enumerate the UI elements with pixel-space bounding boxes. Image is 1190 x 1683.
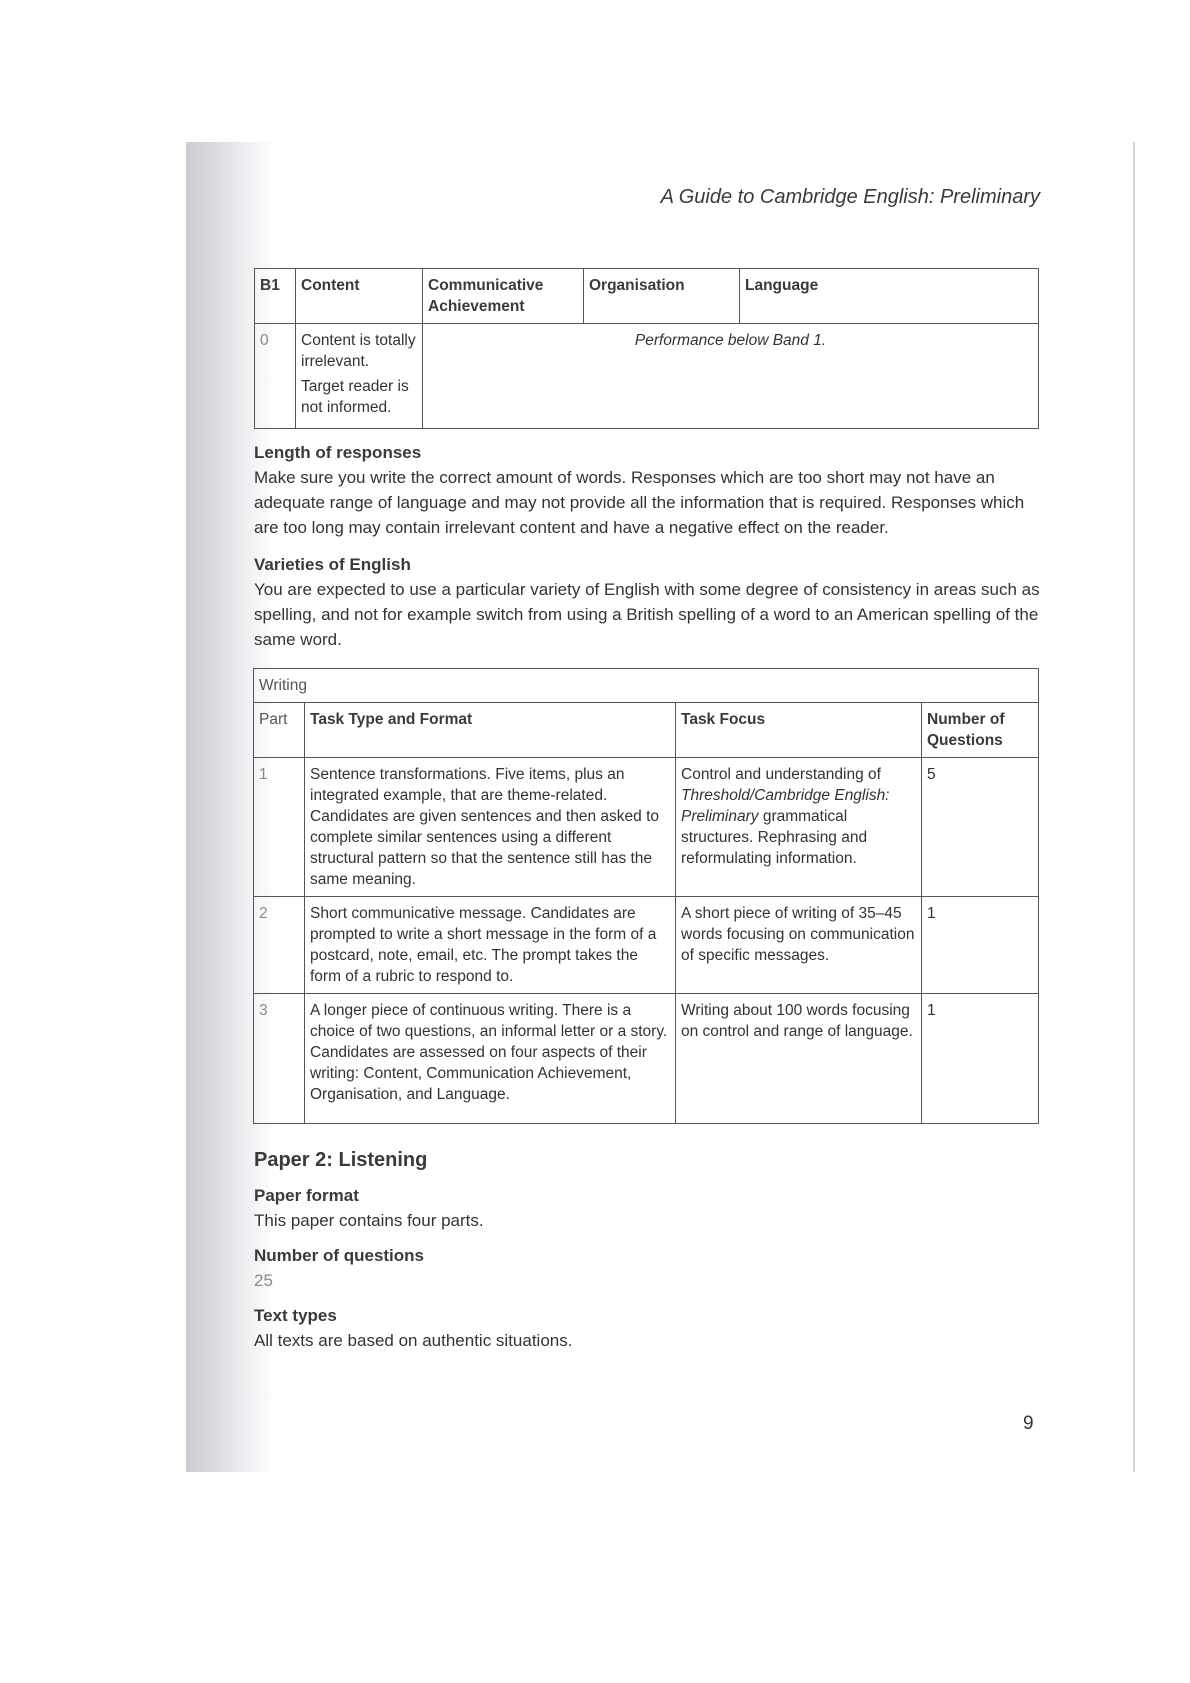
header-number-of-questions: Number of Questions: [922, 703, 1039, 758]
header-task-type: Task Type and Format: [305, 703, 676, 758]
focus-text: Control and understanding of: [681, 766, 881, 783]
header-language: Language: [740, 269, 1039, 324]
table-row: [255, 324, 1039, 429]
header-band: B1: [255, 269, 296, 324]
section-body: Make sure you write the correct amount of words. Responses which are too short may not have an adequate range of language and may not provide all the information that is required. Responses which are too long may contain irrelevant content and have a negative effect on the reader.: [254, 468, 1025, 537]
part-number: 3: [254, 994, 305, 1124]
focus-cell: [676, 758, 922, 897]
table-row: [254, 994, 1039, 1124]
task-cell: [305, 994, 676, 1124]
focus-cell: Writing about 100 words focusing on control and range of language.: [676, 994, 922, 1124]
subsection-body: All texts are based on authentic situations.: [254, 1331, 573, 1350]
focus-italic-text: Threshold/Cambridge English: Preliminary: [681, 787, 890, 825]
subsection-body: This paper contains four parts.: [254, 1211, 484, 1230]
header-communicative-achievement: Communicative Achievement: [423, 269, 584, 324]
table-row: [254, 758, 1039, 897]
task-cell: Sentence transformations. Five items, plus an integrated example, that are theme-related. Candidates are given sentences and then asked to complete similar sentences using a different structural pattern so that the sentence still has the same meaning.: [305, 758, 676, 897]
task-text: Candidates are assessed on four aspects of their writing: Content, Communication Achievement, Organisation, and Language.: [310, 1044, 647, 1103]
subsection-body: 25: [254, 1271, 273, 1290]
section-heading: Paper 2: Listening: [254, 1149, 428, 1171]
header-organisation: Organisation: [584, 269, 740, 324]
varieties-of-english-section: [254, 552, 1044, 652]
listening-section: [254, 1148, 1044, 1353]
subsection-heading: Number of questions: [254, 1246, 425, 1265]
band-value: 0: [255, 324, 296, 429]
section-heading: Length of responses: [254, 443, 422, 462]
focus-text: grammatical structures. Rephrasing and reformulating information.: [681, 808, 868, 867]
table-header-row: [254, 703, 1039, 758]
length-of-responses-section: [254, 440, 1044, 540]
table-header-row: [255, 269, 1039, 324]
focus-cell: A short piece of writing of 35–45 words focusing on communication of specific messages.: [676, 897, 922, 994]
page-number: 9: [1023, 1413, 1034, 1434]
subsection-heading: Text types: [254, 1306, 337, 1325]
task-text: A longer piece of continuous writing. There is a choice of two questions, an informal letter or a story.: [310, 1002, 668, 1040]
header-task-focus: Task Focus: [676, 703, 922, 758]
subsection-heading: Paper format: [254, 1186, 359, 1205]
table-title: Writing: [254, 669, 1039, 703]
content-line: Content is totally irrelevant.: [301, 332, 416, 370]
merged-cell: Performance below Band 1.: [423, 324, 1039, 429]
content-line: Target reader is not informed.: [301, 378, 409, 416]
band-descriptor-table: [254, 268, 1039, 429]
header-part: Part: [254, 703, 305, 758]
table-title-row: [254, 669, 1039, 703]
section-body: You are expected to use a particular variety of English with some degree of consistency in areas such as spelling, and not for example switch from using a British spelling of a word to an American spelling of the same word.: [254, 580, 1040, 649]
header-content: Content: [296, 269, 423, 324]
question-count: 1: [922, 897, 1039, 994]
content-cell: [296, 324, 423, 429]
question-count: 5: [922, 758, 1039, 897]
task-cell: Short communicative message. Candidates are prompted to write a short message in the form of a postcard, note, email, etc. The prompt takes the form of a rubric to respond to.: [305, 897, 676, 994]
section-heading: Varieties of English: [254, 555, 411, 574]
part-number: 1: [254, 758, 305, 897]
table-row: [254, 897, 1039, 994]
running-header: A Guide to Cambridge English: Preliminary: [660, 186, 1040, 208]
scan-page-edge: [1133, 142, 1135, 1472]
part-number: 2: [254, 897, 305, 994]
writing-table: [253, 668, 1039, 1124]
question-count: 1: [922, 994, 1039, 1124]
